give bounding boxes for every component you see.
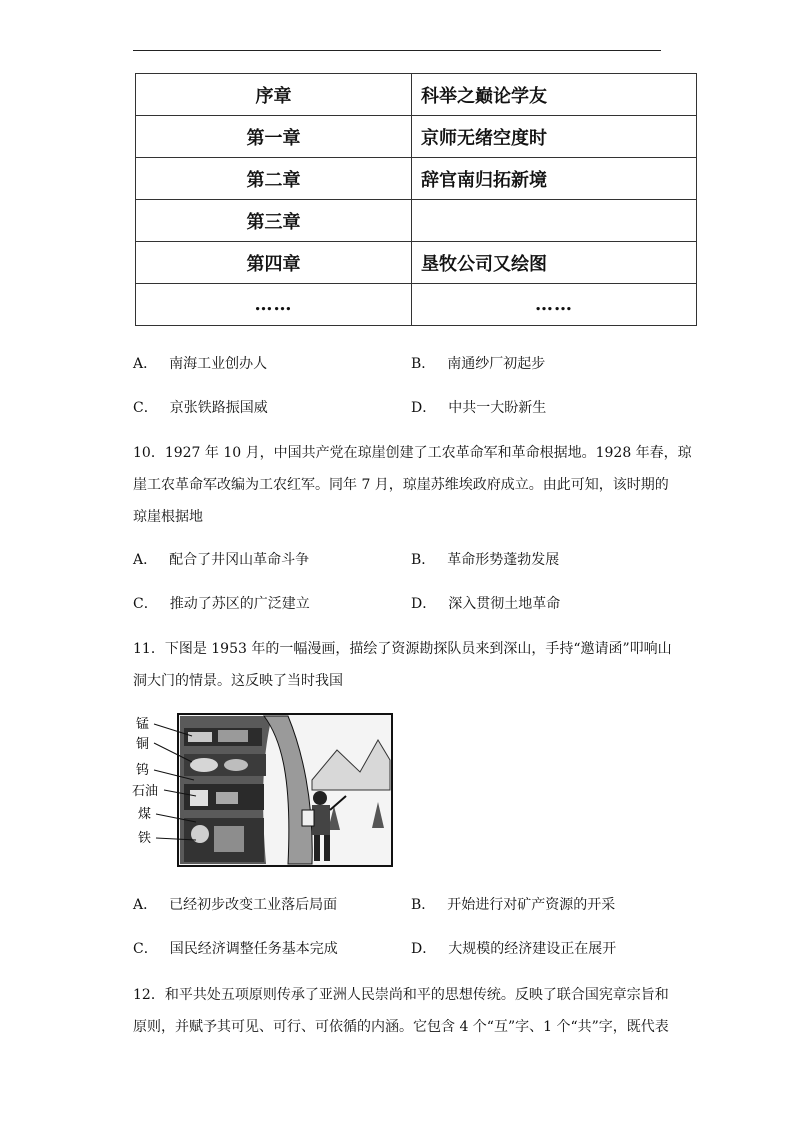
cartoon-label-manganese: 锰 — [136, 717, 150, 732]
header-rule — [133, 50, 661, 51]
table-row — [136, 116, 697, 158]
cartoon-label-tungsten: 钨 — [136, 763, 150, 778]
chapter-cell: …… — [136, 284, 412, 326]
title-cell-blank — [412, 200, 697, 242]
chapter-cell: 第二章 — [136, 158, 412, 200]
chapter-cell: 序章 — [136, 74, 412, 116]
cartoon-label-oil: 石油 — [132, 784, 159, 799]
chapter-cell: 第一章 — [136, 116, 412, 158]
q10-stem-line: 崖工农革命军改编为工农红军。同年 7 月，琼崖苏维埃政府成立。由此可知，该时期的 — [133, 477, 669, 493]
cartoon-label-copper: 铜 — [136, 737, 150, 752]
title-cell: 京师无绪空度时 — [412, 116, 697, 158]
q11-stem-line: 洞大门的情景。这反映了当时我国 — [133, 673, 343, 689]
cartoon-label-iron: 铁 — [138, 831, 152, 846]
q10-option-a[interactable]: A． 配合了井冈山革命斗争 — [133, 552, 310, 568]
q10-option-d[interactable]: D． 深入贯彻土地革命 — [411, 596, 561, 612]
table-row — [136, 242, 697, 284]
chapter-cell: 第四章 — [136, 242, 412, 284]
q9-option-a[interactable]: A． 南海工业创办人 — [133, 356, 268, 372]
q12-stem-line: 12．和平共处五项原则传承了亚洲人民崇尚和平的思想传统。反映了联合国宪章宗旨和 — [133, 987, 669, 1003]
q11-option-c[interactable]: C． 国民经济调整任务基本完成 — [133, 941, 338, 957]
chapter-table — [135, 73, 697, 326]
q10-option-c[interactable]: C． 推动了苏区的广泛建立 — [133, 596, 310, 612]
table-row — [136, 284, 697, 326]
title-cell: 辞官南归拓新境 — [412, 158, 697, 200]
q11-stem-line: 11．下图是 1953 年的一幅漫画，描绘了资源勘探队员来到深山，手持“邀请函”叩响山 — [133, 641, 672, 657]
q11-option-b[interactable]: B． 开始进行对矿产资源的开采 — [411, 897, 616, 913]
table-row — [136, 200, 697, 242]
q12-stem-line: 原则，并赋予其可见、可行、可依循的内涵。它包含 4 个“互”字、1 个“共”字，既代表 — [133, 1019, 669, 1035]
table-row — [136, 158, 697, 200]
table-row — [136, 74, 697, 116]
q11-option-d[interactable]: D． 大规模的经济建设正在展开 — [411, 941, 617, 957]
title-cell: 科举之巅论学友 — [412, 74, 697, 116]
cartoon-label-coal: 煤 — [138, 807, 152, 822]
q9-option-d[interactable]: D． 中共一大盼新生 — [411, 400, 547, 416]
title-cell: …… — [412, 284, 697, 326]
title-cell: 垦牧公司又绘图 — [412, 242, 697, 284]
q9-option-c[interactable]: C． 京张铁路振国威 — [133, 400, 268, 416]
q11-option-a[interactable]: A． 已经初步改变工业落后局面 — [133, 897, 338, 913]
resource-cartoon — [132, 710, 394, 870]
chapter-cell: 第三章 — [136, 200, 412, 242]
q10-option-b[interactable]: B． 革命形势蓬勃发展 — [411, 552, 560, 568]
q10-stem-line: 琼崖根据地 — [133, 509, 203, 525]
q9-option-b[interactable]: B． 南通纱厂初起步 — [411, 356, 546, 372]
q10-stem-line: 10．1927 年 10 月，中国共产党在琼崖创建了工农革命军和革命根据地。1928 年春，琼 — [133, 445, 692, 461]
